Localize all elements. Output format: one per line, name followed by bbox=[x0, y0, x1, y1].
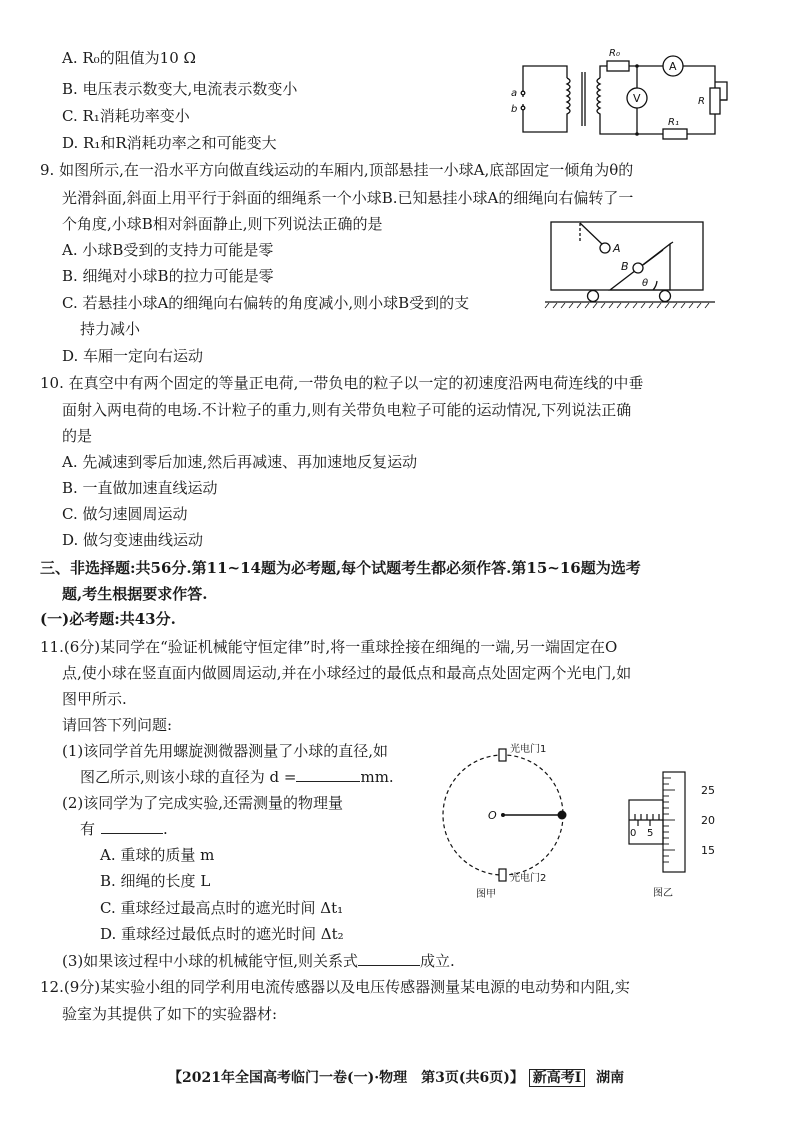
diameter-answer-blank[interactable] bbox=[296, 767, 360, 782]
q11-prompt: 请回答下列问题: bbox=[62, 716, 173, 734]
q11-part-3-text: (3)如果该过程中小球的机械能守恒,则关系式 bbox=[62, 952, 359, 970]
pivot-o-label: O bbox=[488, 809, 497, 822]
q11-line-2: 点,使小球在竖直面内做圆周运动,并在小球经过的最低点和最高点处固定两个光电门,如 bbox=[62, 664, 632, 682]
q11-part-1-text: 图乙所示,则该小球的直径为 d = bbox=[80, 768, 297, 786]
terminal-b-label: b bbox=[511, 104, 518, 115]
r1-label: R₁ bbox=[668, 117, 679, 128]
q10-line-3: 的是 bbox=[62, 427, 93, 445]
q11-part-2-line-1: (2)该同学为了完成实验,还需测量的物理量 bbox=[62, 794, 344, 812]
q10-option-a: A. 先减速到零后加速,然后再减速、再加速地反复运动 bbox=[62, 453, 418, 471]
q12-line-1: 12.(9分)某实验小组的同学利用电流传感器以及电压传感器测量某电源的电动势和内阻,实 bbox=[40, 978, 630, 996]
terminal-a-label: a bbox=[511, 88, 518, 99]
q11-option-b: B. 细绳的长度 L bbox=[100, 872, 211, 890]
q11-part-2-period: . bbox=[163, 820, 168, 838]
q11-line-3: 图甲所示. bbox=[62, 690, 127, 708]
q9-option-d: D. 车厢一定向右运动 bbox=[62, 347, 204, 365]
scale-tick-25: 25 bbox=[701, 784, 715, 797]
q12-line-2: 验室为其提供了如下的实验器材: bbox=[62, 1005, 278, 1023]
photogate-1-label: 光电门1 bbox=[510, 744, 547, 755]
sleeve-tick-5: 5 bbox=[647, 828, 654, 839]
section-3-heading-line-2: 题,考生根据要求作答. bbox=[62, 585, 208, 603]
footer-edition-badge: 新高考Ⅰ bbox=[529, 1069, 586, 1087]
q9-option-b: B. 细绳对小球B的拉力可能是零 bbox=[62, 267, 274, 285]
photogate-2-label: 光电门2 bbox=[510, 873, 547, 884]
ball-b-label: B bbox=[621, 260, 629, 273]
footer-region: 湖南 bbox=[596, 1070, 625, 1086]
q11-part-1-line-2 bbox=[80, 767, 394, 787]
r0-label: R₀ bbox=[609, 48, 620, 59]
q8-option-b: B. 电压表示数变大,电流表示数变小 bbox=[62, 80, 298, 98]
q9-option-a: A. 小球B受到的支持力可能是零 bbox=[62, 241, 274, 259]
q10-option-c: C. 做匀速圆周运动 bbox=[62, 505, 188, 523]
q11-part-3 bbox=[62, 951, 455, 971]
quantity-answer-blank[interactable] bbox=[101, 819, 163, 834]
section-3-subheading: (一)必考题:共43分. bbox=[40, 610, 176, 628]
q10-option-d: D. 做匀变速曲线运动 bbox=[62, 531, 204, 549]
voltmeter-label: V bbox=[633, 92, 641, 105]
figure-jia-photogate-circle bbox=[440, 735, 580, 900]
q11-option-c: C. 重球经过最高点时的遮光时间 Δt₁ bbox=[100, 899, 344, 917]
r-label: R bbox=[698, 96, 705, 107]
q11-option-a: A. 重球的质量 m bbox=[100, 846, 215, 864]
q10-option-b: B. 一直做加速直线运动 bbox=[62, 479, 218, 497]
footer-exam-info: 【2021年全国高考临门一卷(一)·物理 第3页(共6页)】 bbox=[168, 1070, 524, 1086]
q10-line-2: 面射入两电荷的电场.不计粒子的重力,则有关带负电粒子可能的运动情况,下列说法正确 bbox=[62, 401, 632, 419]
q11-part-2-text: 有 bbox=[80, 820, 96, 838]
q11-part-3-tail: 成立. bbox=[420, 952, 455, 970]
q9-line-3: 个角度,小球B相对斜面静止,则下列说法正确的是 bbox=[62, 215, 383, 233]
q9-option-c-line-2: 持力减小 bbox=[80, 320, 141, 338]
ammeter-label: A bbox=[669, 60, 677, 73]
q8-option-d: D. R₁和R消耗功率之和可能变大 bbox=[62, 134, 277, 152]
q9-option-c-line-1: C. 若悬挂小球A的细绳向右偏转的角度减小,则小球B受到的支 bbox=[62, 294, 470, 312]
scale-tick-15: 15 bbox=[701, 844, 715, 857]
ball-a-label: A bbox=[613, 242, 621, 255]
q9-line-1: 9. 如图所示,在一沿水平方向做直线运动的车厢内,顶部悬挂一小球A,底部固定一倾角为θ的 bbox=[40, 161, 634, 179]
q10-line-1: 10. 在真空中有两个固定的等量正电荷,一带负电的粒子以一定的初速度沿两电荷连线的中垂 bbox=[40, 374, 644, 392]
figure-yi-micrometer bbox=[615, 770, 725, 900]
q11-option-d: D. 重球经过最低点时的遮光时间 Δt₂ bbox=[100, 925, 344, 943]
q11-part-1-unit: mm. bbox=[360, 768, 394, 786]
q11-line-1: 11.(6分)某同学在“验证机械能守恒定律”时,将一重球拴接在细绳的一端,另一端固定在O bbox=[40, 638, 618, 656]
q11-part-1-line-1: (1)该同学首先用螺旋测微器测量了小球的直径,如 bbox=[62, 742, 389, 760]
theta-label: θ bbox=[642, 278, 649, 289]
scale-tick-20: 20 bbox=[701, 814, 715, 827]
transformer-circuit-figure bbox=[505, 42, 730, 142]
page-footer bbox=[168, 1068, 624, 1088]
sleeve-tick-0: 0 bbox=[630, 828, 637, 839]
q11-part-2-line-2 bbox=[80, 819, 168, 839]
q8-option-a: A. R₀的阻值为10 Ω bbox=[62, 49, 196, 67]
figure-jia-caption: 图甲 bbox=[476, 889, 496, 900]
section-3-heading-line-1: 三、非选择题:共56分.第11~14题为必考题,每个试题考生都必须作答.第15~16题为选考 bbox=[40, 559, 641, 577]
relation-answer-blank[interactable] bbox=[358, 951, 420, 966]
q9-line-2: 光滑斜面,斜面上用平行于斜面的细绳系一个小球B.已知悬挂小球A的细绳向右偏转了一 bbox=[62, 189, 634, 207]
q8-option-c: C. R₁消耗功率变小 bbox=[62, 107, 190, 125]
figure-yi-caption: 图乙 bbox=[653, 888, 673, 899]
cart-incline-figure bbox=[545, 220, 720, 312]
